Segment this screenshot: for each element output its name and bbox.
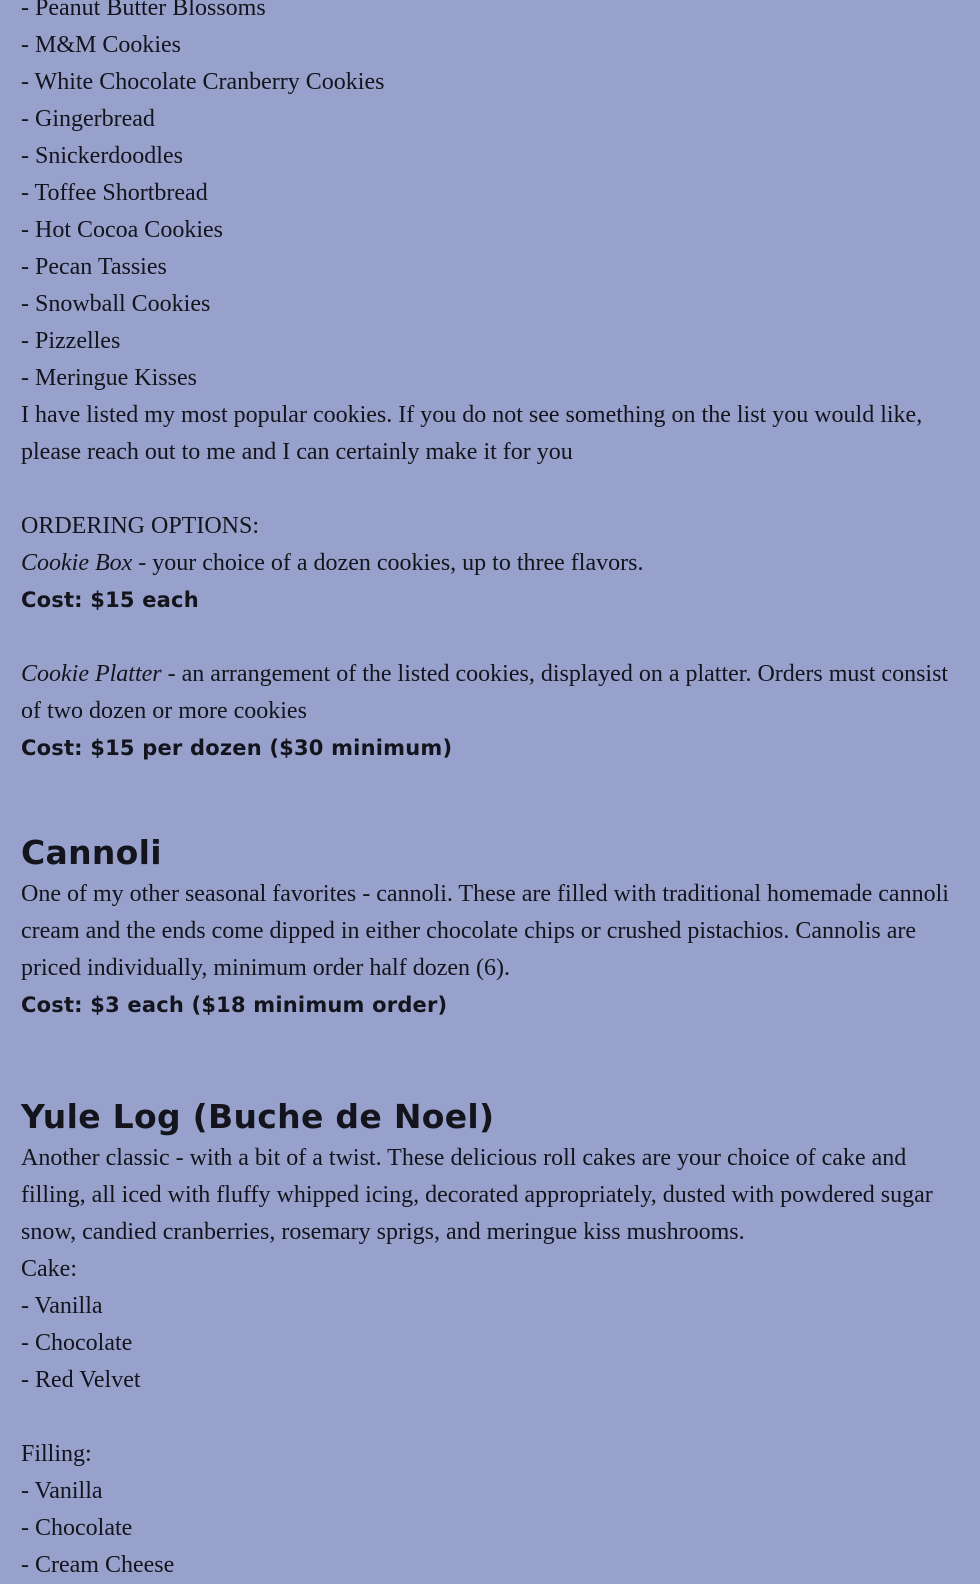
list-item: - Gingerbread [21,106,155,132]
list-item: - Pecan Tassies [21,254,167,280]
list-item: - M&M Cookies [21,32,182,58]
yule-log-description: Another classic - with a bit of a twist. These delicious roll cakes are your choice of cake and filling, all iced with fluffy whipped icing, decorated appropriately, dusted with powdered sugar snow, candied cranberries, rosemary sprigs, and meringue kiss mushrooms. [21,1145,933,1245]
cannoli-description: One of my other seasonal favorites - cannoli. These are filled with traditional homemade cannoli cream and the ends come dipped in either chocolate chips or crushed pistachios. Cannolis are priced individually, minimum order half dozen (6). [21,881,949,981]
list-item: - Red Velvet [21,1367,141,1393]
cookie-box-name: Cookie Box [21,550,133,576]
cookie-platter-desc: - an arrangement of the listed cookies, displayed on a platter. Orders must consist of two dozen or more cookies [21,661,949,724]
cookie-box-desc: - your choice of a dozen cookies, up to three flavors. [132,550,644,576]
ordering-heading: ORDERING OPTIONS: [21,513,260,539]
list-item: - Vanilla [21,1478,103,1504]
list-item: - Cream Cheese [21,1552,175,1578]
list-item: - White Chocolate Cranberry Cookies [21,69,385,95]
list-item: - Snickerdoodles [21,143,183,169]
list-item: - Vanilla [21,1293,103,1319]
list-item: - Chocolate [21,1330,133,1356]
cookie-platter-name: Cookie Platter [21,661,162,687]
list-item: - Hot Cocoa Cookies [21,217,223,243]
list-item: - Meringue Kisses [21,365,197,391]
filling-label: Filling: [21,1441,92,1467]
list-item: - Snowball Cookies [21,291,211,317]
cookie-platter-cost: Cost: $15 per dozen ($30 minimum) [21,736,453,760]
cookie-platter-option [21,656,959,730]
cannoli-heading: Cannoli [21,833,162,872]
cookie-list [21,0,959,397]
cake-label: Cake: [21,1256,77,1282]
cookie-box-cost: Cost: $15 each [21,588,199,612]
list-item: - Pizzelles [21,328,121,354]
cookies-note: I have listed my most popular cookies. If you do not see something on the list you would like, please reach out to me and I can certainly make it for you [21,402,923,465]
cookie-box-option [21,545,959,582]
list-item: - Peanut Butter Blossoms [21,0,266,21]
list-item: - Toffee Shortbread [21,180,208,206]
list-item: - Chocolate [21,1515,133,1541]
cannoli-cost: Cost: $3 each ($18 minimum order) [21,993,448,1017]
yule-log-heading: Yule Log (Buche de Noel) [21,1097,495,1136]
